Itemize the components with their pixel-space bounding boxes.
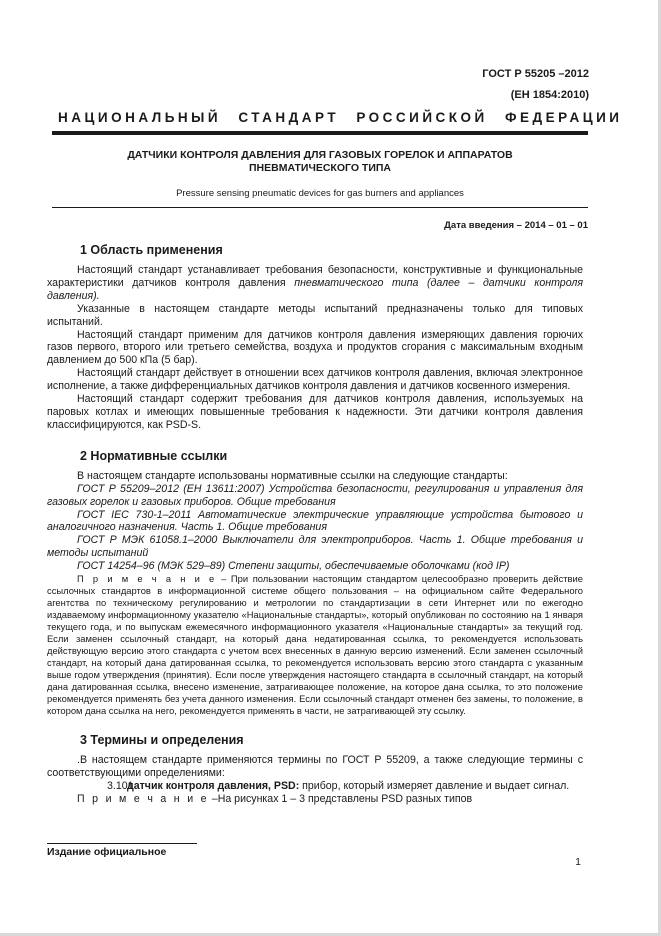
document-title-english: Pressure sensing pneumatic devices for gas burners and appliances <box>176 188 464 199</box>
paragraph: Указанные в настоящем стандарте методы испытаний предназначены только для типовых испытаний. <box>47 302 583 328</box>
note-text: –На рисунках 1 – 3 представлены PSD разных типов <box>208 792 473 805</box>
section-scope <box>47 243 583 432</box>
paragraph: В настоящем стандарте использованы нормативные ссылки на следующие стандарты: <box>77 469 508 482</box>
reference-item: ГОСТ IEC 730-1–2011 Автоматические электрические управляющие устройства бытового и аналогичного назначения. Часть 1. Общие требования <box>47 508 583 534</box>
note-label: П р и м е ч а н и е <box>77 792 209 805</box>
section-terms <box>47 733 583 806</box>
section-heading: 3 Термины и определения <box>80 733 244 748</box>
paragraph <box>47 264 583 303</box>
note-text: – При пользовании настоящим стандартом целесообразно проверить действие ссылочных стандартов в информационной системе общего пользования – на официальном сайте Федерального агентства по техническому регулированию и метрологии по стандартизации в сети Интернет или по ежегодно издаваемому информационному указателю «Национальные стандарты», который опубликован по состоянию на 1 января текущего года, и по выпускам ежемесячного информационного указателя «Национальные стандарты» за текущий год. Если заменен ссылочный стандарт, на который дана недатированная ссылка, то рекомендуется использовать действующую версию этого стандарта с учетом всех внесенных в данную версию изменений. Если заменен ссылочный стандарт, на который дана датированная ссылка, то рекомендуется использовать версию этого стандарта с указанным выше годом утверждения (принятия). Если после утверждения настоящего стандарта в ссылочный стандарт, на который дана датированная ссылка, внесено изменение, затрагивающее положение, на которое дана ссылка, то это положение рекомендуется применять без учета данного изменения. Если ссылочный стандарт отменен без замены, то положение, в котором дана ссылка на него, рекомендуется применять в части, не затрагивающей эту ссылку. <box>47 573 583 717</box>
footer-rule <box>47 843 197 844</box>
section-heading: 1 Область применения <box>80 243 223 257</box>
paragraph: Настоящий стандарт применим для датчиков контроля давления измеряющих давления горючих газов первого, второго или третьего семейства, воздуха и продуктов сгорания с максимальным входным давлением до 500 кПа (5 бар). <box>47 328 583 367</box>
term-number: 3.101 <box>107 779 134 792</box>
note-label: П р и м е ч а н и е <box>77 573 217 585</box>
document-title-line-2: ПНЕВМАТИЧЕСКОГО ТИПА <box>248 162 391 174</box>
term-text: прибор, который измеряет давление и выдает сигнал. <box>299 779 570 792</box>
paragraph: .В настоящем стандарте применяются термины по ГОСТ Р 55209, а также следующие термины с соответствующими определениями: <box>47 754 583 779</box>
national-standard-title: НАЦИОНАЛЬНЫЙ СТАНДАРТ РОССИЙСКОЙ ФЕДЕРАЦИИ <box>58 110 623 125</box>
reference-item: ГОСТ Р 55209–2012 (ЕН 13611:2007) Устройства безопасности, регулирования и управления для газовых горелок и газовых приборов. Общие требования <box>47 482 583 508</box>
document-title-line-1: ДАТЧИКИ КОНТРОЛЯ ДАВЛЕНИЯ ДЛЯ ГАЗОВЫХ ГОРЕЛОК И АППАРАТОВ <box>127 149 513 161</box>
edition-label: Издание официальное <box>47 846 167 858</box>
standard-en-code: (ЕН 1854:2010) <box>510 89 589 101</box>
header-rule <box>52 131 588 135</box>
paragraph: Настоящий стандарт действует в отношении всех датчиков контроля давления, включая электронное исполнение, а также дифференциальных датчиков контроля давления и датчиков косвенного измерения. <box>47 367 583 393</box>
standard-code: ГОСТ Р 55205 –2012 <box>482 68 589 80</box>
introduction-date: Дата введения – 2014 – 01 – 01 <box>444 220 588 231</box>
section-normative-references <box>47 449 583 717</box>
term-name: датчик контроля давления, PSD: <box>127 779 300 792</box>
paragraph-text: Настоящий стандарт устанавливает требования безопасности, конструктивные и функциональные характеристики датчиков контроля давления <box>47 264 583 289</box>
paragraph-italic-text: пневматического типа (далее – датчики контроля давления). <box>47 276 583 302</box>
section-heading: 2 Нормативные ссылки <box>80 448 228 463</box>
paragraph: Настоящий стандарт содержит требования для датчиков контроля давления, используемых на паровых котлах и имеющих повышенные требования к надежности. Эти датчики контроля давления классифицируются, как PSD-S. <box>47 393 583 431</box>
reference-item: ГОСТ 14254–96 (МЭК 529–89) Степени защиты, обеспечиваемые оболочками (код IP) <box>77 560 510 573</box>
note <box>47 793 583 806</box>
document-body <box>47 243 583 806</box>
title-rule <box>52 207 588 208</box>
page-number: 1 <box>575 856 581 868</box>
reference-item: ГОСТ Р МЭК 61058.1–2000 Выключатели для электроприборов. Часть 1. Общие требования и методы испытаний <box>47 534 583 560</box>
term-definition <box>47 780 583 793</box>
note <box>47 573 583 717</box>
document-title <box>52 149 588 175</box>
